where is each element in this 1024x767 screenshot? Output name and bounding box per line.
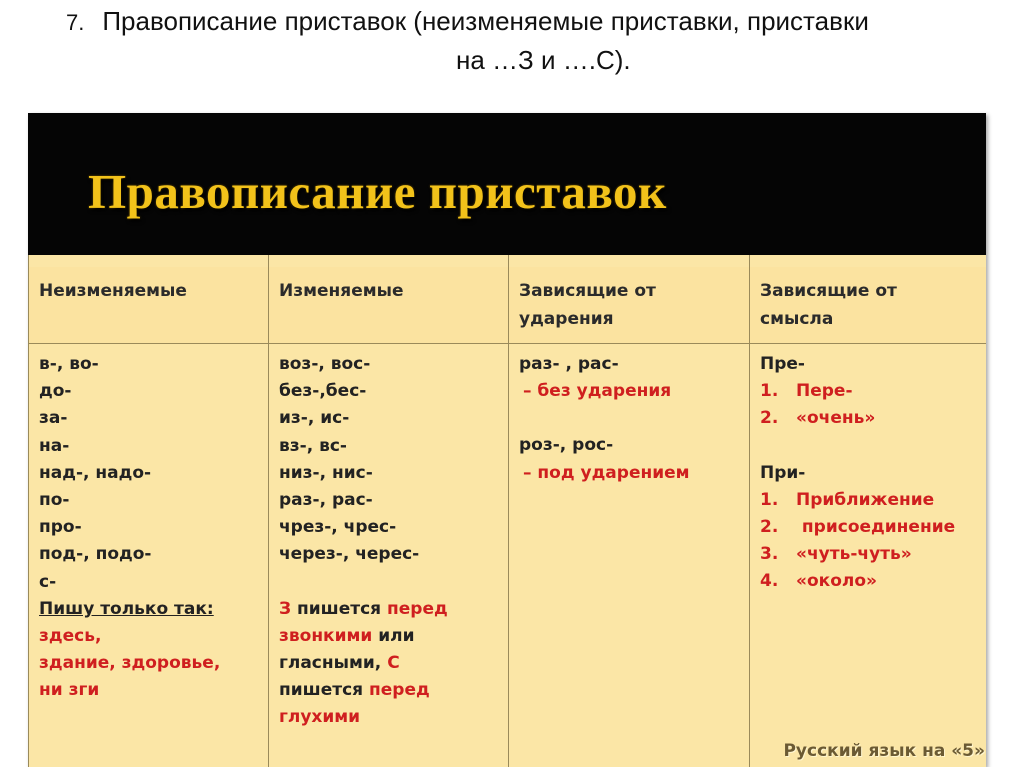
column-changeable <box>268 255 509 767</box>
list-item: по- <box>39 490 70 511</box>
rule-text-red: глухими <box>279 707 361 728</box>
group-label-pre: Пре- <box>760 354 805 374</box>
rule-line <box>279 704 505 731</box>
watermark: Русский язык на «5» <box>783 741 985 761</box>
rule-text-red: звонкими <box>279 625 373 646</box>
header-line: Зависящие от <box>519 281 656 301</box>
list-item: из-, ис- <box>279 408 350 429</box>
list-item: через-, черес- <box>279 544 420 565</box>
item-number: 4. <box>760 571 779 592</box>
item-text: «около» <box>796 571 877 592</box>
item-number: 2. <box>760 408 779 429</box>
item-number: 1. <box>760 489 779 510</box>
stress-rule: – под ударением <box>523 462 690 483</box>
header-line: Зависящие от <box>760 281 897 301</box>
list-item <box>760 487 983 514</box>
rule-text: или <box>372 625 415 646</box>
list-item: в-, во- <box>39 354 99 374</box>
list-item: с- <box>39 571 57 592</box>
list-item: про- <box>39 517 82 538</box>
spacer <box>519 405 746 432</box>
list-item: вз-, вс- <box>279 435 347 456</box>
header-changeable: Изменяемые <box>279 281 404 301</box>
list-item: на- <box>39 435 70 456</box>
meaning-list <box>760 351 983 596</box>
slide-title <box>66 2 966 75</box>
rule-line <box>279 650 505 677</box>
list-item <box>760 405 983 432</box>
list-item: за- <box>39 408 68 429</box>
spacer <box>760 433 983 460</box>
group-label-pri: При- <box>760 462 806 483</box>
note-word: здесь, <box>39 626 102 647</box>
header-meaning <box>760 277 981 333</box>
note-word: ни зги <box>39 680 100 701</box>
header-line: смысла <box>760 309 834 329</box>
list-item: воз-, вос- <box>279 354 371 374</box>
item-text: «чуть-чуть» <box>796 544 912 565</box>
item-text: Пере- <box>796 381 853 402</box>
list-item: чрез-, чрес- <box>279 517 397 538</box>
list-item: до- <box>39 381 72 402</box>
list-item <box>760 541 983 568</box>
rule-text: пишется <box>291 598 388 619</box>
rule-letter-z: З <box>279 598 292 619</box>
header-stress <box>519 277 744 333</box>
header-unchangeable: Неизменяемые <box>39 281 187 301</box>
column-meaning <box>749 255 986 767</box>
rule-text-red: перед <box>387 598 448 619</box>
note-word: здание, здоровье, <box>39 653 221 674</box>
list-item: раз-, рас- <box>279 490 373 511</box>
list-item <box>760 568 983 595</box>
spacer <box>279 569 505 596</box>
item-text: присоединение <box>796 517 956 538</box>
column-unchangeable <box>28 255 269 767</box>
item-number: 3. <box>760 544 779 565</box>
slide-title-line1: Правописание приставок (неизменяемые приставки, приставки <box>102 6 869 36</box>
changeable-list <box>279 351 505 732</box>
unchangeable-list <box>39 351 265 705</box>
banner-title: Правописание приставок <box>88 164 667 219</box>
item-number: 2. <box>760 517 779 538</box>
banner <box>28 113 986 255</box>
rule-line <box>279 623 505 650</box>
list-item <box>760 378 983 405</box>
list-item: под-, подо- <box>39 544 152 565</box>
rule-text: пишется <box>279 680 370 701</box>
column-stress <box>508 255 750 767</box>
list-item: без-,бес- <box>279 381 367 402</box>
slide-number: 7. <box>66 10 85 35</box>
rule-line <box>279 596 505 623</box>
header-line: ударения <box>519 309 614 329</box>
item-text: «очень» <box>796 408 876 429</box>
rule-letter-s: С <box>387 653 400 674</box>
item-number: 1. <box>760 381 779 402</box>
note-label: Пишу только так: <box>39 598 214 619</box>
list-item <box>760 514 983 541</box>
prefix-table <box>28 255 986 767</box>
item-text: Приближение <box>796 489 935 510</box>
list-item: над-, надо- <box>39 462 152 483</box>
prefix-pair: раз- , рас- <box>519 354 619 374</box>
list-item: низ-, нис- <box>279 462 373 483</box>
stress-rule: – без ударения <box>523 381 672 402</box>
rules-card <box>28 113 986 767</box>
prefix-pair: роз-, рос- <box>519 435 614 456</box>
rule-text: гласными, <box>279 653 388 674</box>
rule-text-red: перед <box>369 680 430 701</box>
rule-line <box>279 677 505 704</box>
slide-title-line2: на …З и ….С). <box>456 45 631 75</box>
stress-list <box>519 351 746 487</box>
